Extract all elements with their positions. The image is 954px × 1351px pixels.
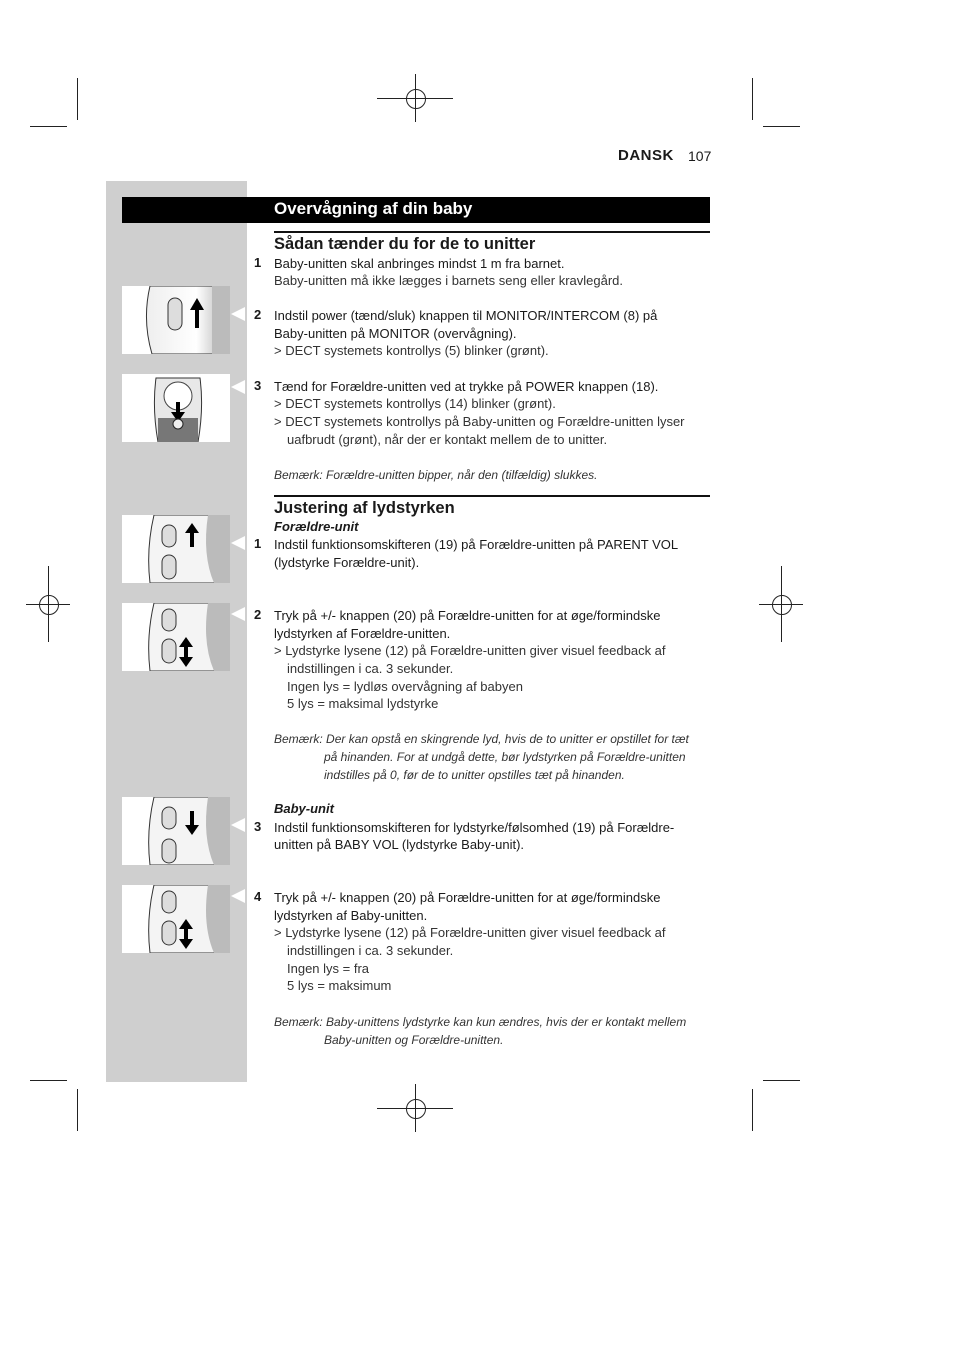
step-number: 2 bbox=[254, 607, 262, 622]
section-heading: Justering af lydstyrken bbox=[274, 499, 455, 517]
step-text: (lydstyrke Forældre-unit). bbox=[274, 555, 420, 570]
step-result: > DECT systemets kontrollys på Baby-unitten og Forældre-unitten lyser uafbrudt (grønt), når der er kontakt mellem de to unitter. bbox=[274, 414, 685, 447]
note bbox=[274, 730, 710, 784]
step-number: 3 bbox=[254, 378, 262, 393]
note bbox=[274, 1013, 710, 1049]
step-extra: 5 lys = maksimal lydstyrke bbox=[287, 696, 439, 711]
step-result: > DECT systemets kontrollys (14) blinker (grønt). bbox=[274, 396, 556, 411]
section-rule bbox=[274, 495, 710, 497]
crop-mark bbox=[763, 126, 800, 127]
page-number: 107 bbox=[688, 148, 712, 164]
note-text: på hinanden. For at undgå dette, bør lydstyrken på Forældre-unitten bbox=[324, 750, 686, 764]
step-number: 3 bbox=[254, 819, 262, 834]
step-text: lydstyrken af Baby-unitten. bbox=[274, 908, 428, 923]
crop-mark bbox=[77, 78, 78, 120]
pointer-arrow bbox=[231, 889, 245, 903]
crop-mark bbox=[30, 1080, 67, 1081]
crop-mark bbox=[752, 78, 753, 120]
note-text: Baby-unittens lydstyrke kan kun ændres, hvis der er kontakt mellem bbox=[326, 1015, 687, 1029]
step-text: Indstil funktionsomskifteren for lydstyrke/følsomhed (19) på Forældre- bbox=[274, 820, 675, 835]
note-label: Bemærk: bbox=[274, 1015, 323, 1029]
step-text: Indstil funktionsomskifteren (19) på Forældre-unitten på PARENT VOL bbox=[274, 537, 679, 552]
page-title: Overvågning af din baby bbox=[274, 199, 473, 218]
subheading: Forældre-unit bbox=[274, 519, 359, 534]
step-number: 4 bbox=[254, 889, 262, 904]
step-text: Indstil power (tænd/sluk) knappen til MONITOR/INTERCOM (8) på bbox=[274, 308, 658, 323]
step-extra: Ingen lys = lydløs overvågning af babyen bbox=[287, 679, 523, 694]
power-button-illustration bbox=[122, 374, 230, 442]
section-heading: Sådan tænder du for de to unitter bbox=[274, 235, 536, 253]
step-result: > Lydstyrke lysene (12) på Forældre-unitten giver visuel feedback af indstillingen i ca. 3 sekunder. bbox=[274, 925, 666, 958]
step-number: 2 bbox=[254, 307, 262, 322]
note-text: Der kan opstå en skingrende lyd, hvis de to unitter er opstillet for tæt bbox=[326, 732, 689, 746]
pointer-arrow bbox=[231, 380, 245, 394]
step-text: Baby-unitten på MONITOR (overvågning). bbox=[274, 326, 517, 341]
crop-mark bbox=[763, 1080, 800, 1081]
subheading: Baby-unit bbox=[274, 801, 334, 816]
language-label: DANSK bbox=[618, 147, 674, 164]
step-result: > DECT systemets kontrollys (5) blinker (grønt). bbox=[274, 343, 549, 358]
step-number: 1 bbox=[254, 536, 262, 551]
section-rule bbox=[274, 231, 710, 233]
step-text: Tryk på +/- knappen (20) på Forældre-unitten for at øge/formindske bbox=[274, 608, 661, 623]
switch-down-illustration bbox=[122, 797, 230, 865]
step-text: Tryk på +/- knappen (20) på Forældre-unitten for at øge/formindske bbox=[274, 890, 661, 905]
step-text: unitten på BABY VOL (lydstyrke Baby-unit). bbox=[274, 837, 525, 852]
crop-mark bbox=[30, 126, 67, 127]
plus-minus-illustration bbox=[122, 603, 230, 671]
pointer-arrow bbox=[231, 607, 245, 621]
step-extra: 5 lys = maksimum bbox=[287, 978, 392, 993]
plus-minus-illustration bbox=[122, 885, 230, 953]
step-result: > Lydstyrke lysene (12) på Forældre-unitten giver visuel feedback af indstillingen i ca. 3 sekunder. bbox=[274, 643, 666, 676]
step-subtext: Baby-unitten må ikke lægges i barnets seng eller kravlegård. bbox=[274, 273, 624, 288]
switch-up-illustration bbox=[122, 515, 230, 583]
crop-mark bbox=[77, 1089, 78, 1131]
crop-mark bbox=[752, 1089, 753, 1131]
step-text: lydstyrken af Forældre-unitten. bbox=[274, 626, 451, 641]
step-text: Baby-unitten skal anbringes mindst 1 m fra barnet. bbox=[274, 256, 565, 271]
pointer-arrow bbox=[231, 307, 245, 321]
step-text: Tænd for Forældre-unitten ved at trykke på POWER knappen (18). bbox=[274, 379, 659, 394]
slider-up-illustration bbox=[122, 286, 230, 354]
step-extra: Ingen lys = fra bbox=[287, 961, 370, 976]
note-text: indstilles på 0, før de to unitter opstilles tæt på hinanden. bbox=[324, 768, 625, 782]
pointer-arrow bbox=[231, 818, 245, 832]
note-text: Baby-unitten og Forældre-unitten. bbox=[324, 1033, 504, 1047]
note-label: Bemærk: bbox=[274, 732, 323, 746]
pointer-arrow bbox=[231, 536, 245, 550]
note: Bemærk: Forældre-unitten bipper, når den (tilfældig) slukkes. bbox=[274, 468, 598, 482]
step-number: 1 bbox=[254, 255, 262, 270]
